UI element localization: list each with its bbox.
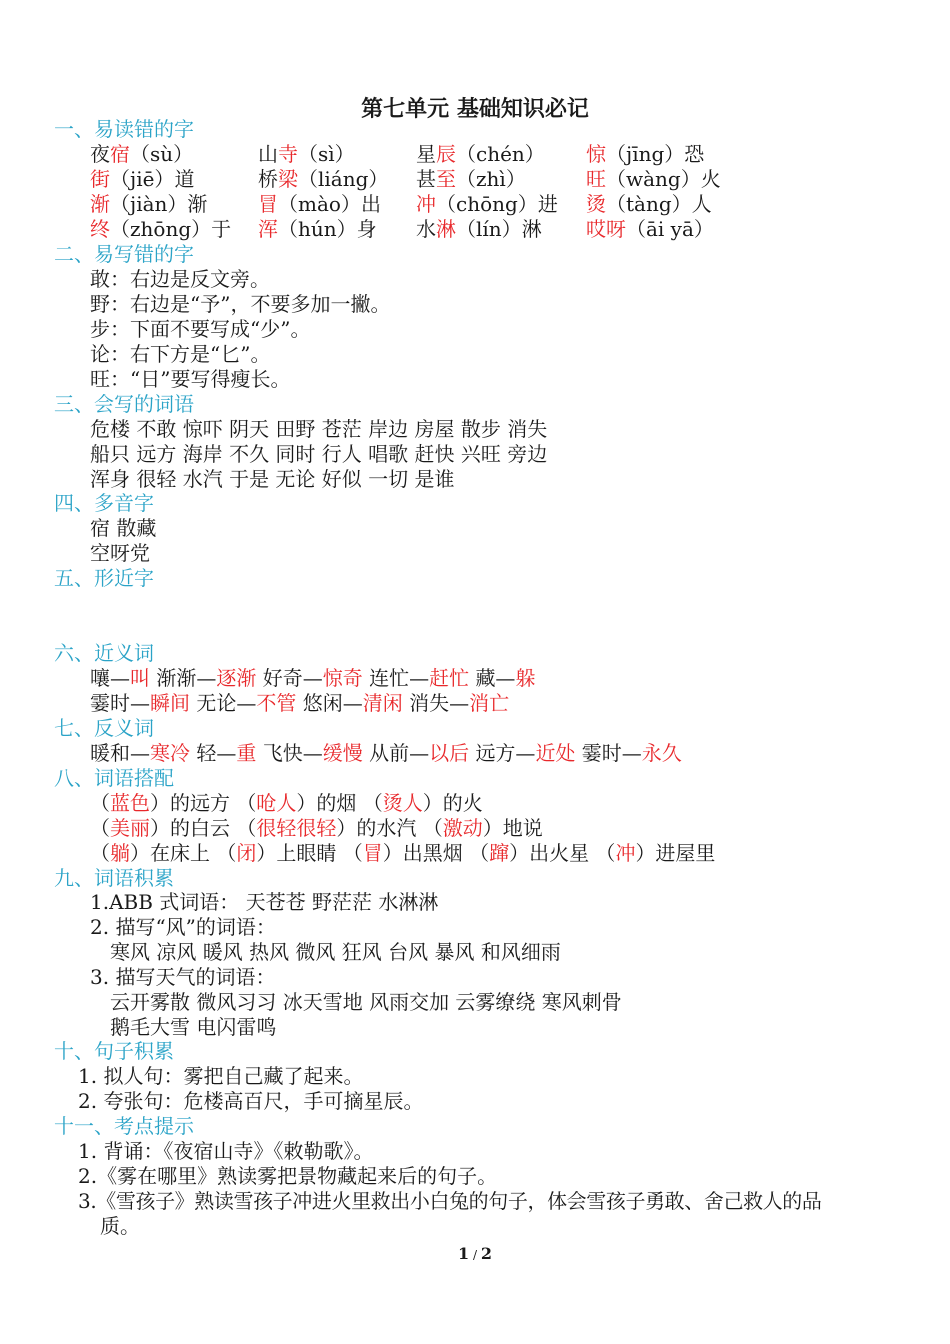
collocation-line: （躺）在床上 （闭）上眼睛 （冒）出黑烟 （蹿）出火星 （冲）进屋里 bbox=[90, 841, 716, 865]
text-line: 1. 拟人句：雾把自己藏了起来。 bbox=[78, 1064, 364, 1088]
text-line: 寒风 凉风 暖风 热风 微风 狂风 台风 暴风 和风细雨 bbox=[110, 940, 561, 964]
section-heading-8: 八、词语搭配 bbox=[54, 766, 174, 790]
section-heading-10: 十、句子积累 bbox=[54, 1039, 174, 1063]
pinyin-item: 星辰（chén） bbox=[416, 142, 545, 166]
section-heading-9: 九、词语积累 bbox=[54, 866, 174, 890]
page-title: 第七单元 基础知识必记 bbox=[361, 96, 589, 122]
pinyin-item: 哎呀（āi yā） bbox=[586, 217, 714, 241]
text-line: 2.《雾在哪里》熟读雾把景物藏起来后的句子。 bbox=[78, 1164, 498, 1188]
pinyin-item: 终（zhōng）于 bbox=[90, 217, 232, 241]
text-line: 质。 bbox=[100, 1214, 140, 1238]
word-pair-line: 嚷—叫 渐渐—逐渐 好奇—惊奇 连忙—赶忙 藏—躲 bbox=[90, 666, 536, 690]
collocation-line: （蓝色）的远方 （呛人）的烟 （烫人）的火 bbox=[90, 791, 483, 815]
page-number: 1 / 2 bbox=[458, 1244, 492, 1263]
section-heading-11: 十一、考点提示 bbox=[54, 1114, 194, 1138]
text-line: 鹅毛大雪 电闪雷鸣 bbox=[110, 1015, 277, 1039]
pinyin-item: 冲（chōng）进 bbox=[416, 192, 558, 216]
word-pair-line: 暖和—寒冷 轻—重 飞快—缓慢 从前—以后 远方—近处 霎时—永久 bbox=[90, 741, 682, 765]
text-line: 旺：“日”要写得瘦长。 bbox=[90, 367, 291, 391]
text-line: 1. 背诵：《夜宿山寺》《敕勒歌》。 bbox=[78, 1139, 374, 1163]
text-line: 2. 夸张句：危楼高百尺，手可摘星辰。 bbox=[78, 1089, 424, 1113]
word-pair-line: 霎时—瞬间 无论—不管 悠闲—清闲 消失—消亡 bbox=[90, 691, 510, 715]
text-line: 宿 散藏 bbox=[90, 516, 157, 540]
section-heading-5: 五、形近字 bbox=[54, 566, 154, 590]
pinyin-item: 烫（tàng）人 bbox=[586, 192, 712, 216]
pinyin-item: 惊（jīng）恐 bbox=[586, 142, 705, 166]
pinyin-item: 山寺（sì） bbox=[258, 142, 355, 166]
text-line: 2. 描写“风”的词语： bbox=[90, 915, 276, 939]
text-line: 敢：右边是反文旁。 bbox=[90, 267, 270, 291]
text-line: 船只 远方 海岸 不久 同时 行人 唱歌 赶快 兴旺 旁边 bbox=[90, 442, 548, 466]
pinyin-item: 浑（hún）身 bbox=[258, 217, 377, 241]
text-line: 步：下面不要写成“少”。 bbox=[90, 317, 311, 341]
pinyin-item: 夜宿（sù） bbox=[90, 142, 194, 166]
section-heading-7: 七、反义词 bbox=[54, 716, 154, 740]
pinyin-item: 旺（wàng）火 bbox=[586, 167, 721, 191]
section-heading-2: 二、易写错的字 bbox=[54, 242, 194, 266]
text-line: 3.《雪孩子》熟读雪孩子冲进火里救出小白兔的句子，体会雪孩子勇敢、舍己救人的品 bbox=[78, 1189, 822, 1213]
text-line: 论：右下方是“匕”。 bbox=[90, 342, 271, 366]
collocation-line: （美丽）的白云 （很轻很轻）的水汽 （激动）地说 bbox=[90, 816, 543, 840]
text-line: 危楼 不敢 惊吓 阴天 田野 苍茫 岸边 房屋 散步 消失 bbox=[90, 417, 548, 441]
section-heading-6: 六、近义词 bbox=[54, 641, 154, 665]
text-line: 3. 描写天气的词语： bbox=[90, 965, 276, 989]
section-heading-1: 一、易读错的字 bbox=[54, 117, 194, 141]
section-heading-3: 三、会写的词语 bbox=[54, 392, 194, 416]
section-heading-4: 四、多音字 bbox=[54, 491, 154, 515]
text-line: 野：右边是“予”，不要多加一撇。 bbox=[90, 292, 391, 316]
pinyin-item: 甚至（zhì） bbox=[416, 167, 526, 191]
text-line: 浑身 很轻 水汽 于是 无论 好似 一切 是谁 bbox=[90, 467, 455, 491]
pinyin-item: 街（jiē）道 bbox=[90, 167, 195, 191]
pinyin-item: 冒（mào）出 bbox=[258, 192, 381, 216]
text-line: 1.ABB 式词语： 天苍苍 野茫茫 水淋淋 bbox=[90, 890, 439, 914]
pinyin-item: 桥梁（liáng） bbox=[258, 167, 389, 191]
pinyin-item: 水淋（lín）淋 bbox=[416, 217, 542, 241]
text-line: 云开雾散 微风习习 冰天雪地 风雨交加 云雾缭绕 寒风刺骨 bbox=[110, 990, 622, 1014]
pinyin-item: 渐（jiàn）渐 bbox=[90, 192, 208, 216]
text-line: 空呀党 bbox=[90, 541, 150, 565]
